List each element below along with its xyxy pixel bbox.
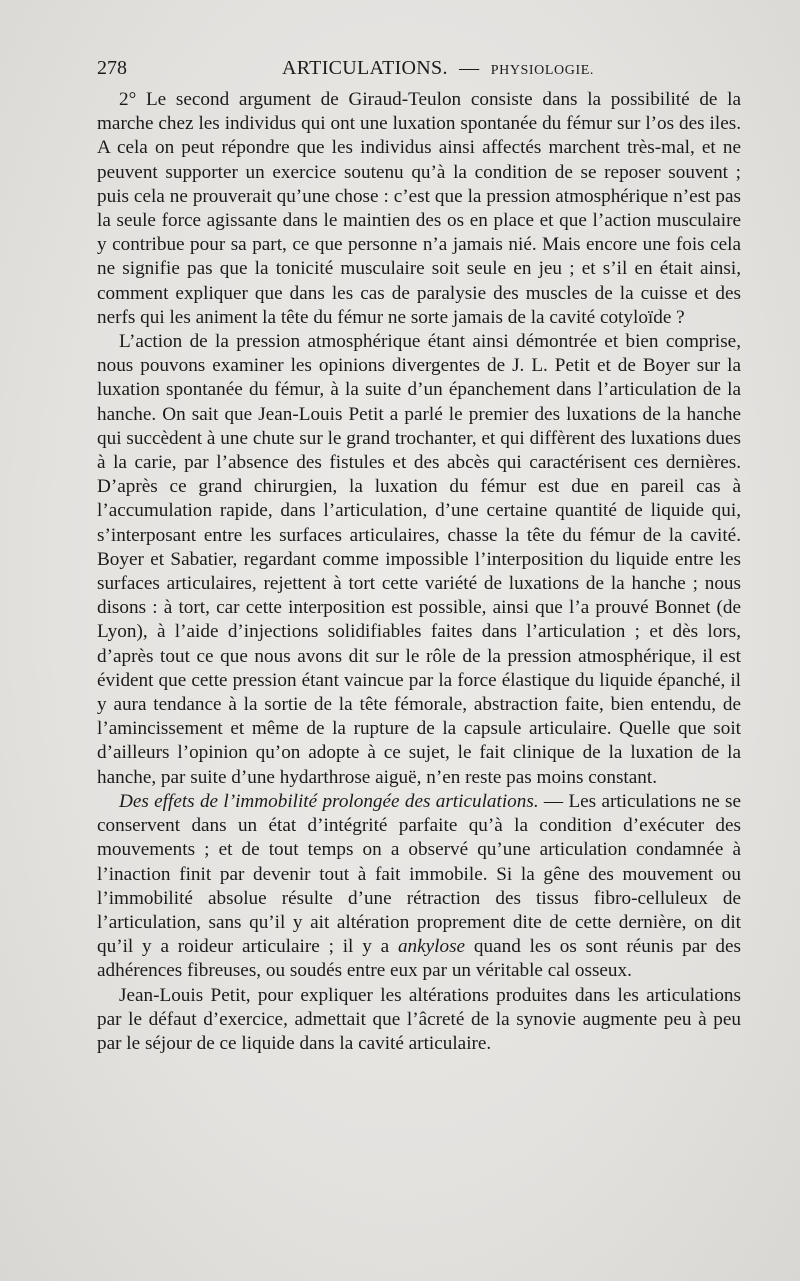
paragraph-3-text: Les articulations ne se conservent dans un état d’intégrité parfaite qu’à la condition d’exécuter des mouvements ; et de tout temps on a observé qu’une articulation condamnée à l’inaction finit par devenir tout à fait immobile. Si la gêne des mouvement ou l’immobilité absolue résulte d’une rétraction des tissus fibro-celluleux de l’articulation, sans qu’il y ait altération proprement dite de cette dernière, on dit qu’il y a roideur articulaire ; il y a bbox=[97, 790, 742, 958]
paragraph-1: 2° Le second argument de Giraud-Teulon consiste dans la possibilité de la marche chez les individus qui ont une luxation spontanée du fémur sur l’os des iles. A cela on peut répondre que les individus ainsi affectés marchent très-mal, et ne peuvent supporter un exercice soutenu qu’à la condition de se reposer souvent ; puis cela ne prouverait qu’une chose : c’est que la pression atmosphérique n’est pas la seule force agissante dans le maintien des os en place et que l’action musculaire y contribue pour sa part, ce que personne n’a jamais nié. Mais encore une fois cela ne signifie pas que la tonicité musculaire soit seule en jeu ; et s’il en était ainsi, comment expliquer que dans les cas de paralysie des muscles de la cuisse et des nerfs qui les animent la tête du fémur ne sorte jamais de la cavité cotyloïde ? bbox=[97, 89, 741, 328]
page-number: 278 bbox=[97, 57, 127, 79]
paragraph-3-end: quand les os sont réunis par des adhérences fibreuses, ou soudés entre eux par un véritable cal osseux. bbox=[97, 936, 741, 982]
paragraph-2: L’action de la pression atmosphérique étant ainsi démontrée et bien comprise, nous pouvons examiner les opinions divergentes de J. L. Petit et de Boyer sur la luxation spontanée du fémur, à la suite d’un épanchement dans l’articulation de la hanche. On sait que Jean-Louis Petit a parlé le premier des luxations de la hanche qui succèdent à une chute sur le grand trochanter, et qui diffèrent des luxations dues à la carie, par l’absence des fistules et des abcès qui caractérisent ces dernières. D’après ce grand chirurgien, la luxation du fémur est due en pareil cas à l’accumulation rapide, dans l’articulation, d’une certaine quantité de liquide qui, s’interposant entre les surfaces articulaires, chasse la tête du fémur de la cavité. Boyer et Sabatier, regardant comme impossible l’interposition du liquide entre les surfaces articulaires, rejettent à tort cette variété de luxations de la hanche ; nous disons : à tort, car cette interposition est possible, ainsi que l’a prouvé Bonnet (de Lyon), à l’aide d’injections solidifiables faites dans l’articulation ; et dès lors, d’après tout ce que nous avons dit sur le rôle de la pression atmosphérique, il est évident que cette pression étant vaincue par la force élastique du liquide épanché, il y aura tendance à la sortie de la tête fémorale, abstraction faite, bien entendu, de l’amincissement et même de la rupture de la capsule articulaire. Quelle que soit d’ailleurs l’opinion qu’on adopte à ce sujet, le fait clinique de la luxation de la hanche, par suite d’une hydarthrose aiguë, n’en reste pas moins constant. bbox=[97, 331, 741, 788]
chapter-title: ARTICULATIONS. bbox=[282, 57, 448, 79]
header-separator: — bbox=[459, 57, 480, 79]
header-title-group bbox=[282, 55, 594, 84]
heading-dash: — bbox=[538, 790, 569, 812]
body-text bbox=[97, 88, 741, 1056]
section-heading-immobilite: Des effets de l’immobilité prolongée des articulations. bbox=[119, 790, 539, 812]
paragraph-3 bbox=[97, 790, 741, 984]
section-subtitle: PHYSIOLOGIE. bbox=[490, 63, 594, 78]
paragraph-4: Jean-Louis Petit, pour expliquer les altérations produites dans les articulations par le défaut d’exercice, admettait que l’âcreté de la synovie augmente peu à peu par le séjour de ce liquide dans la cavité articulaire. bbox=[97, 984, 741, 1054]
running-header bbox=[97, 55, 737, 81]
term-ankylose: ankylose bbox=[397, 936, 466, 958]
